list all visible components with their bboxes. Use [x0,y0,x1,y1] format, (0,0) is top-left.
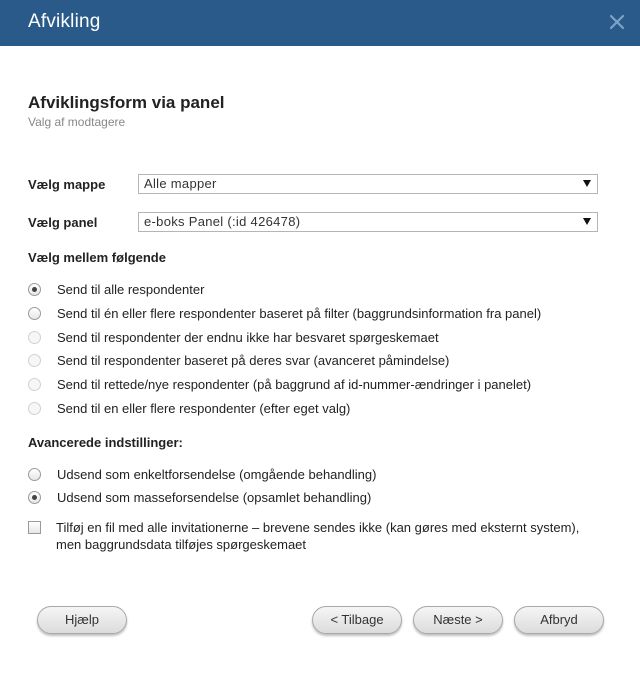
attach-file-label [56,519,626,553]
folder-select-value: Alle mapper [144,176,217,191]
recipient-option-own-choice [28,399,350,417]
recipients-section-label: Vælg mellem følgende [28,250,166,265]
recipient-option-not-answered [28,328,439,346]
recipient-option-corrected [28,375,531,393]
chevron-down-icon [583,180,591,187]
panel-select[interactable] [138,212,598,232]
help-button[interactable]: Hjælp [37,606,127,634]
folder-select[interactable] [138,174,598,194]
radio-button [28,402,41,415]
back-button[interactable]: < Tilbage [312,606,402,634]
radio-button [28,378,41,391]
attach-file-checkbox[interactable] [28,521,41,534]
attach-file-label-line1: Tilføj en fil med alle invitationerne – brevene sendes ikke (kan gøres med eksternt system), [56,520,580,535]
page-title: Afviklingsform via panel [28,93,225,112]
recipient-option-label: Send til respondenter der endnu ikke har besvaret spørgeskemaet [57,329,439,345]
radio-button [28,354,41,367]
dialog-title: Afvikling [28,11,101,32]
cancel-button[interactable]: Afbryd [514,606,604,634]
panel-select-value: e-boks Panel (:id 426478) [144,214,301,229]
advanced-option-label: Udsend som enkeltforsendelse (omgående behandling) [57,466,377,482]
recipient-option-label: Send til alle respondenter [57,281,205,297]
dialog-titlebar [0,0,640,46]
recipient-option-label: Send til rettede/nye respondenter (på baggrund af id-nummer-ændringer i panelet) [57,376,532,392]
chevron-down-icon [583,218,591,225]
close-icon[interactable] [608,13,626,31]
recipient-option-label: Send til respondenter baseret på deres svar (avanceret påmindelse) [57,352,450,368]
radio-button[interactable] [28,307,41,320]
radio-button [28,331,41,344]
advanced-option-mass[interactable] [28,488,371,506]
recipient-option-label: Send til én eller flere respondenter baseret på filter (baggrundsinformation fra panel) [57,305,542,321]
recipient-option-label: Send til en eller flere respondenter (efter eget valg) [57,400,351,416]
attach-file-label-line2: men baggrundsdata tilføjes spørgeskemaet [56,537,307,552]
radio-button[interactable] [28,283,41,296]
advanced-section-label: Avancerede indstillinger: [28,435,183,450]
next-button[interactable]: Næste > [413,606,503,634]
radio-button[interactable] [28,491,41,504]
advanced-option-label: Udsend som masseforsendelse (opsamlet behandling) [57,489,372,505]
recipient-option-all[interactable] [28,280,204,298]
radio-button[interactable] [28,468,41,481]
recipient-option-by-answer [28,351,449,369]
recipient-option-filter[interactable] [28,304,541,322]
folder-label: Vælg mappe [28,177,106,192]
advanced-option-single[interactable] [28,465,376,483]
page-subtitle: Valg af modtagere [28,115,126,129]
panel-label: Vælg panel [28,215,98,230]
